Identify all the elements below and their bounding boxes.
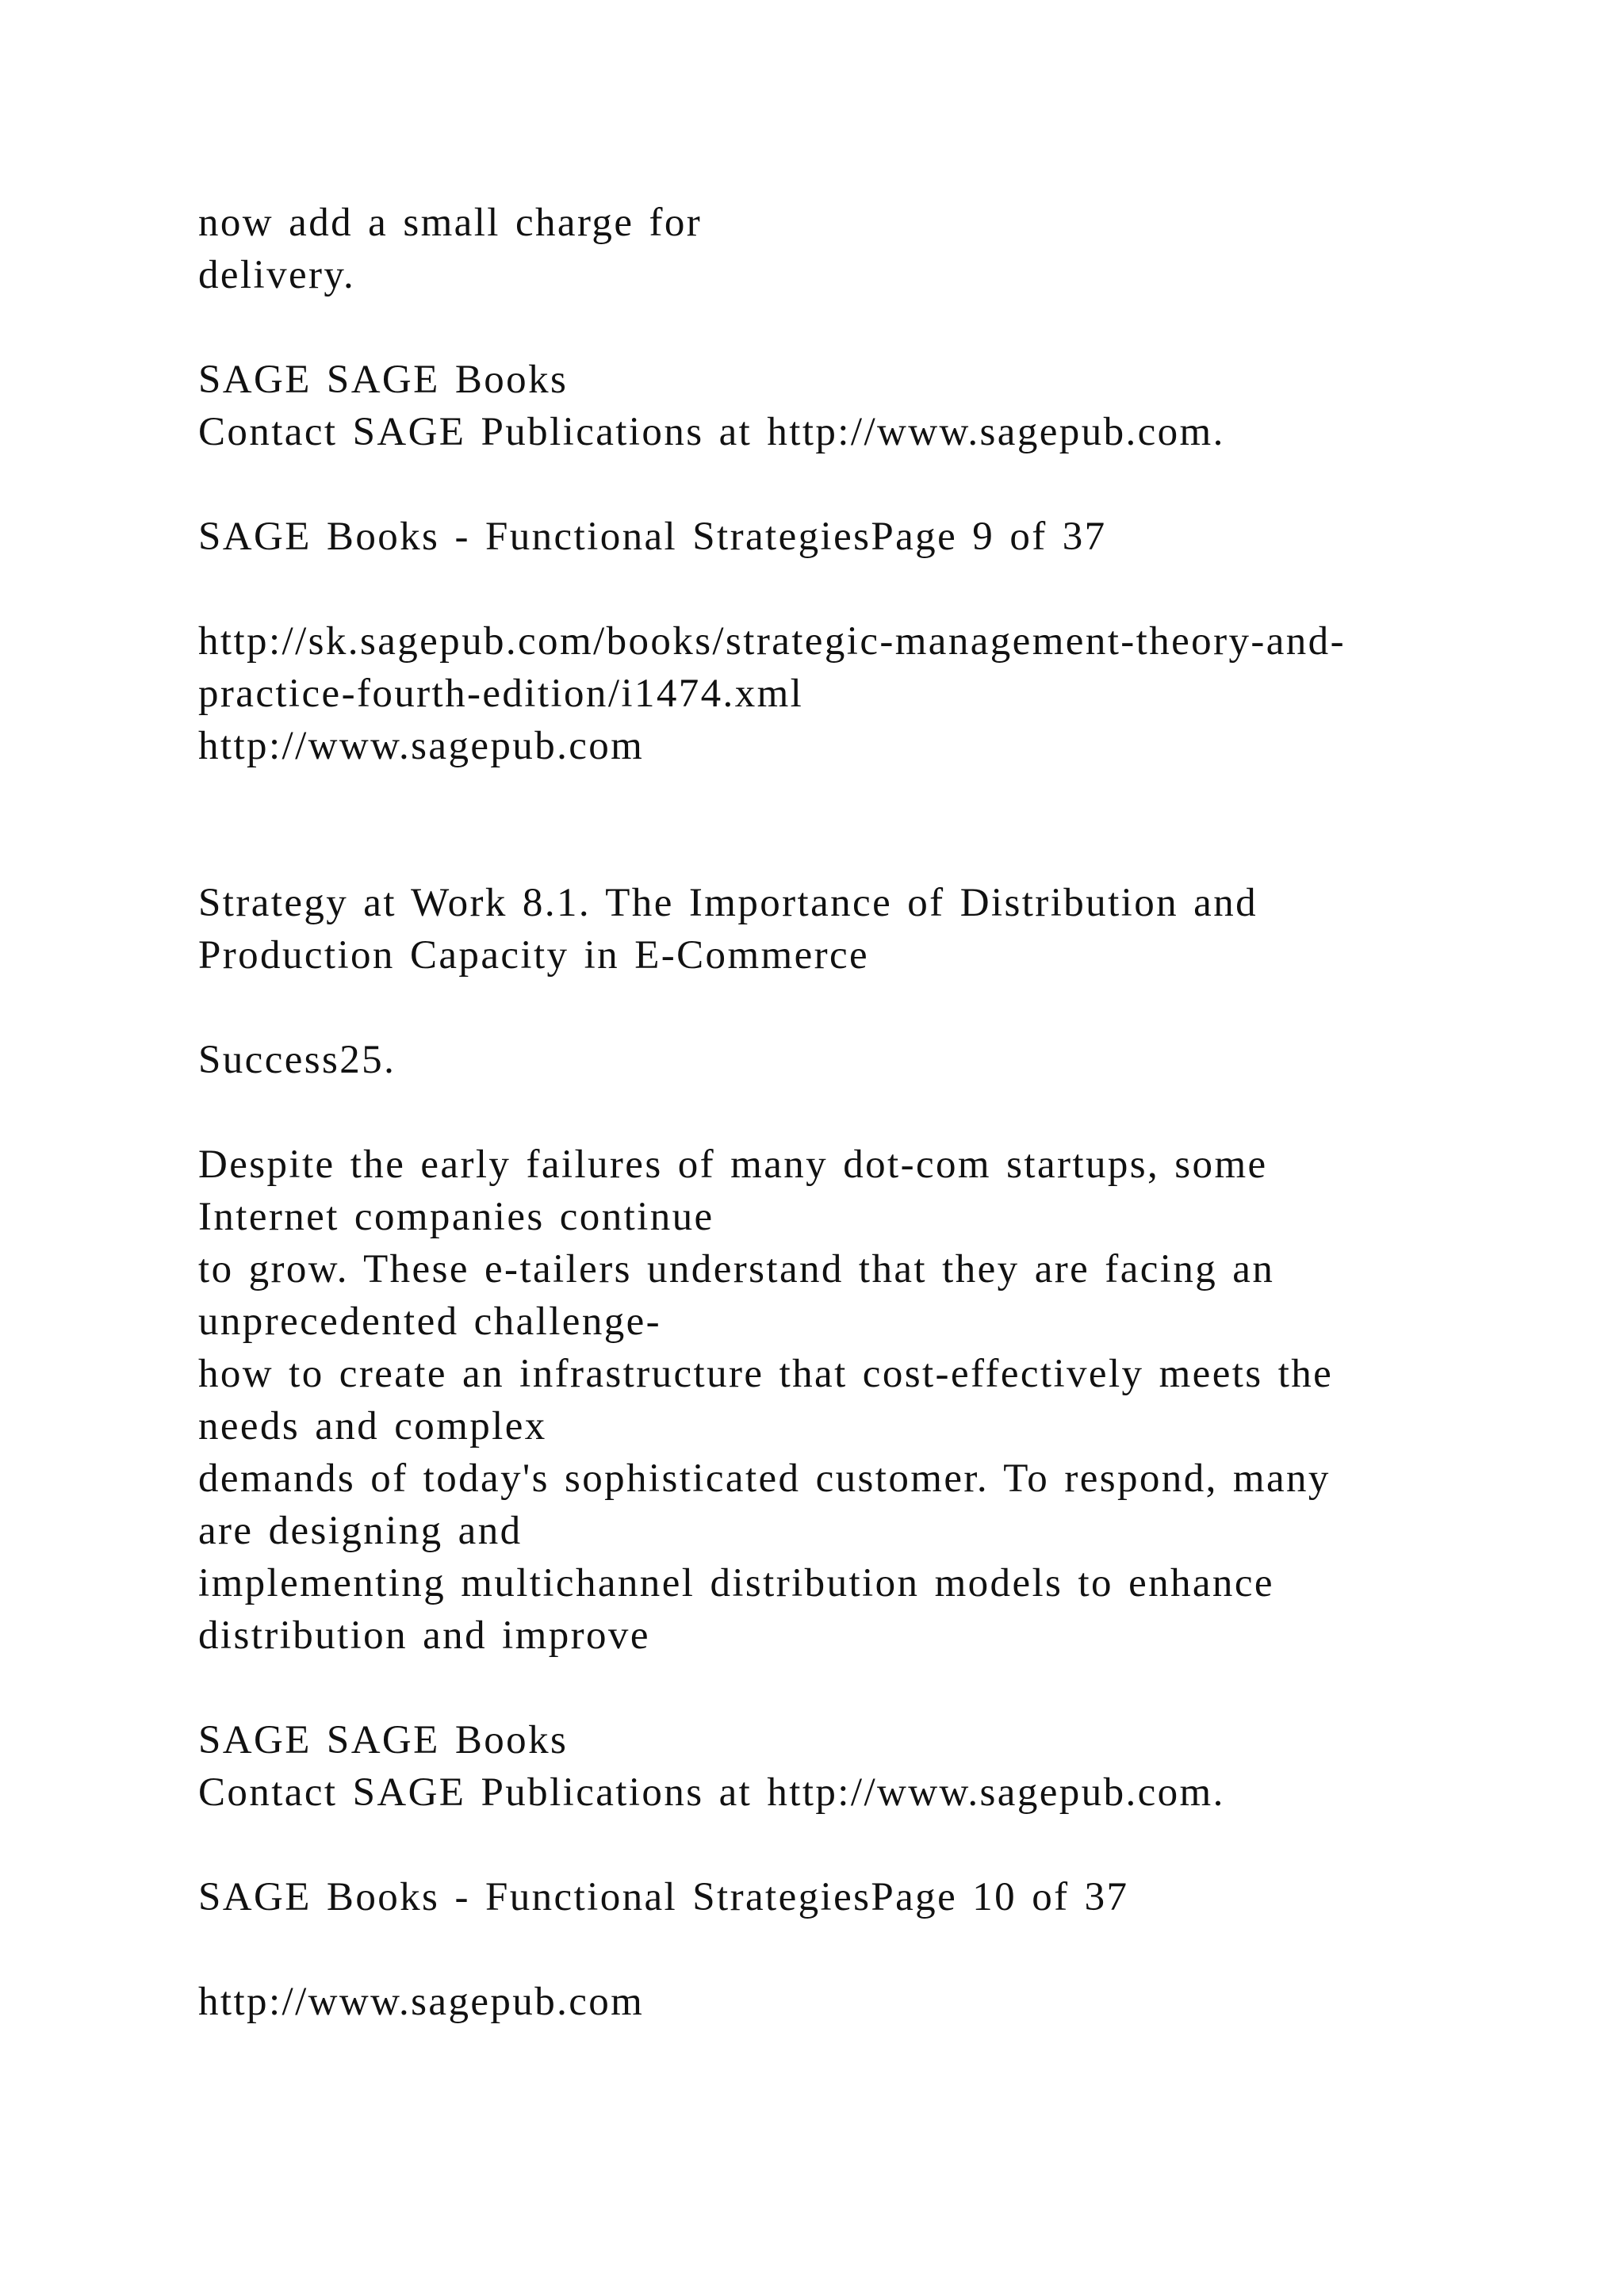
publisher-line: SAGE SAGE Books <box>198 1718 569 1762</box>
body-line: Internet companies continue <box>198 1195 714 1239</box>
contact-line: Contact SAGE Publications at http://www.sagepub.com. <box>198 1770 1225 1815</box>
body-line: distribution and improve <box>198 1613 650 1658</box>
page-footer: SAGE Books - Functional StrategiesPage 9 of 37 <box>198 515 1107 559</box>
body-line: needs and complex <box>198 1404 547 1448</box>
body-line: how to create an infrastructure that cost-effectively meets the <box>198 1352 1334 1396</box>
url-line: http://sk.sagepub.com/books/strategic-management-theory-and- <box>198 619 1346 664</box>
url-line: practice-fourth-edition/i1474.xml <box>198 672 804 716</box>
body-line: are designing and <box>198 1509 523 1553</box>
body-line: to grow. These e-tailers understand that they are facing an <box>198 1247 1275 1292</box>
text-line: now add a small charge for <box>198 201 703 245</box>
body-line: implementing multichannel distribution models to enhance <box>198 1561 1274 1605</box>
contact-line: Contact SAGE Publications at http://www.sagepub.com. <box>198 410 1225 454</box>
section-heading: Production Capacity in E-Commerce <box>198 933 870 978</box>
body-line: demands of today's sophisticated customer. To respond, many <box>198 1456 1331 1501</box>
publisher-line: SAGE SAGE Books <box>198 358 569 402</box>
url-line: http://www.sagepub.com <box>198 1980 645 2024</box>
url-line: http://www.sagepub.com <box>198 724 645 768</box>
body-line: Despite the early failures of many dot-com startups, some <box>198 1142 1268 1187</box>
subheading: Success25. <box>198 1038 396 1082</box>
section-heading: Strategy at Work 8.1. The Importance of Distribution and <box>198 881 1258 925</box>
page-footer: SAGE Books - Functional StrategiesPage 10 of 37 <box>198 1875 1129 1919</box>
text-line: delivery. <box>198 253 356 297</box>
body-line: unprecedented challenge- <box>198 1299 662 1344</box>
